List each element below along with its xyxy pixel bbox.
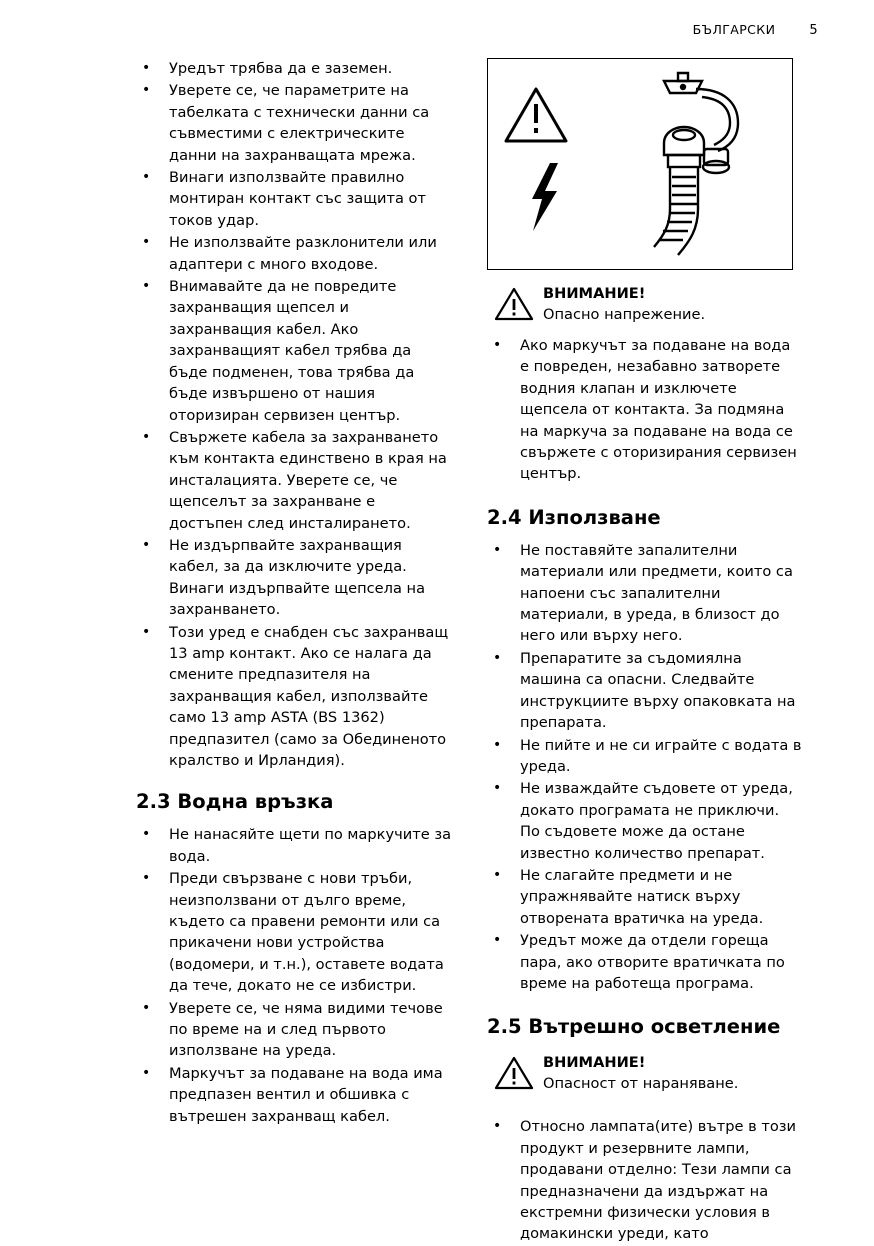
warning-title: ВНИМАНИЕ! [543, 285, 646, 302]
diagram-svg [488, 59, 790, 267]
right-column [487, 58, 803, 1246]
list-item: • Относно лампата(ите) вътре в този продукт и резервните лампи, продавани отделно: Тези лампи са предназначени да издържат на екстремни физически условия в домакински уреди, като [487, 1116, 803, 1244]
warning-voltage [487, 284, 803, 325]
list-item: • Маркучът за подаване на вода има предпазен вентил и обшивка с вътрешен захранващ кабел. [136, 1063, 452, 1127]
left-column [136, 58, 452, 1128]
list-item: • Този уред е снабден със захранващ 13 amp контакт. Ако се налага да смените предпазителя на захранващия кабел, използвайте само 13 amp ASTA (BS 1362) предпазител (само за Обединеното кралство и Ирландия). [136, 622, 452, 772]
list-item: • Уверете се, че параметрите на табелката с технически данни са съвместими с електрическите данни на захранващата мрежа. [136, 80, 452, 166]
list-item: • Не използвайте разклонители или адаптери с много входове. [136, 232, 452, 275]
lightning-bolt-icon [532, 163, 558, 231]
section-heading-water-connection: 2.3 Водна връзка [136, 790, 334, 814]
electrical-safety-list [136, 58, 452, 771]
warning-triangle-icon [506, 89, 566, 141]
page-header [693, 22, 818, 38]
use-list [487, 540, 803, 995]
header-language: БЪЛГАРСКИ [692, 22, 776, 37]
list-item: • Уредът трябва да е заземен. [136, 58, 452, 79]
header-page-number: 5 [809, 23, 818, 38]
water-connection-list [136, 824, 452, 1127]
warning-title: ВНИМАНИЕ! [543, 1054, 646, 1072]
water-hose-diagram [487, 58, 793, 270]
list-item: • Препаратите за съдомиялна машина са опасни. Следвайте инструкциите върху опаковката на препарата. [487, 648, 803, 734]
list-item: • Не поставяйте запалителни материали или предмети, които са напоени със запалителни материали, в уреда, в близост до него или върху него. [487, 540, 803, 647]
list-item: • Винаги използвайте правилно монтиран контакт със защита от токов удар. [136, 167, 452, 231]
hose-valve-illustration [654, 73, 738, 255]
list-item: • Свържете кабела за захранването към контакта единствено в края на инсталацията. Уверете се, че щепселът за захранване е достъпен след инсталирането. [136, 427, 452, 534]
list-item: • Не слагайте предмети и не упражнявайте натиск върху отворената вратичка на уреда. [487, 865, 803, 929]
list-item: • Уверете се, че няма видими течове по време на и след първото използване на уреда. [136, 998, 452, 1062]
list-item: • Уредът може да отдели гореща пара, ако отворите вратичката по време на работеща програма. [487, 930, 803, 994]
list-item: • Преди свързване с нови тръби, неизползвани от дълго време, където са правени ремонти или са прикачени нови устройства (водомери, и т.н.), оставете водата да тече, докато не се избистри. [136, 868, 452, 996]
warning-triangle-icon [494, 1055, 534, 1091]
warning-text: Опасност от нараняване. [543, 1075, 739, 1093]
warning-injury [487, 1053, 803, 1094]
section-heading-use: 2.4 Използване [487, 505, 661, 529]
hose-damage-list [487, 335, 803, 485]
list-item: • Не нанасяйте щети по маркучите за вода. [136, 824, 452, 867]
list-item: • Не издърпвайте захранващия кабел, за да изключите уреда. Винаги издърпвайте щепсела на захранването. [136, 535, 452, 621]
list-item: • Не изваждайте съдовете от уреда, докато програмата не приключи. По съдовете може да остане известно количество препарат. [487, 778, 803, 864]
warning-triangle-icon [494, 286, 534, 322]
list-item: • Ако маркучът за подаване на вода е повреден, незабавно затворете водния клапан и изключете щепсела от контакта. За подмяна на маркуча за подаване на вода се свържете с оторизирания сервизен център. [487, 335, 803, 485]
section-heading-internal-light: 2.5 Вътрешно осветление [487, 1015, 781, 1039]
warning-text: Опасно напрежение. [543, 306, 706, 323]
internal-light-list [487, 1116, 803, 1244]
list-item: • Не пийте и не си играйте с водата в уреда. [487, 735, 803, 778]
list-item: • Внимавайте да не повредите захранващия щепсел и захранващия кабел. Ако захранващият кабел трябва да бъде подменен, това трябва да бъде извършено от нашия оторизиран сервизен център. [136, 276, 452, 426]
